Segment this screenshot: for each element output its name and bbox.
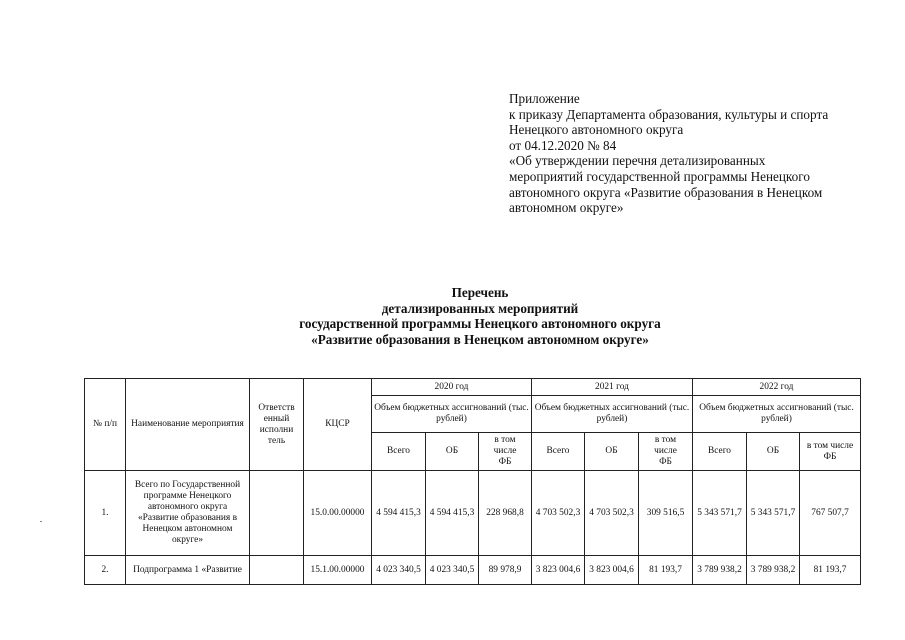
appendix-block — [509, 91, 889, 216]
appendix-line: от 04.12.2020 № 84 — [509, 137, 617, 153]
cell-2022-total: 3 789 938,2 — [693, 556, 747, 585]
title-line: Перечень — [451, 285, 509, 300]
cell-2022-ob: 5 343 571,7 — [747, 471, 800, 556]
cell-2020-total: 4 023 340,5 — [372, 556, 426, 585]
title-line: «Развитие образования в Ненецком автономном округе» — [311, 331, 649, 347]
row-num: 2. — [85, 556, 126, 585]
appendix-line: Приложение — [509, 91, 580, 106]
cell-2022-total: 5 343 571,7 — [693, 471, 747, 556]
header-num: № п/п — [85, 379, 126, 471]
header-ob-2022: ОБ — [747, 433, 800, 471]
header-name: Наименование мероприятия — [126, 379, 250, 471]
document-title — [200, 285, 760, 347]
cell-2021-ob: 3 823 004,6 — [585, 556, 639, 585]
header-fb-2022: в том числе ФБ — [800, 433, 861, 471]
header-ob-2021: ОБ — [585, 433, 639, 471]
header-responsible: Ответств енный исполни тель — [250, 379, 304, 471]
cell-2020-ob: 4 594 415,3 — [426, 471, 479, 556]
scan-speck — [40, 521, 42, 522]
header-budget-2022: Объем бюджетных ассигнований (тыс. рублей) — [693, 396, 861, 433]
cell-2021-ob: 4 703 502,3 — [585, 471, 639, 556]
header-budget-2020: Объем бюджетных ассигнований (тыс. рублей) — [372, 396, 532, 433]
cell-2021-total: 3 823 004,6 — [532, 556, 585, 585]
header-kcsr: КЦСР — [304, 379, 372, 471]
header-total-2021: Всего — [532, 433, 585, 471]
cell-2020-total: 4 594 415,3 — [372, 471, 426, 556]
table-row — [85, 556, 861, 585]
row-name: Всего по Государственной программе Ненецкого автономного округа «Развитие образования в Ненецком автономном округе» — [126, 471, 250, 556]
appendix-line: мероприятий государственной программы Ненецкого — [509, 168, 810, 184]
header-fb-2021: в том числе ФБ — [639, 433, 693, 471]
row-name: Подпрограмма 1 «Развитие — [126, 556, 250, 585]
header-year-2021: 2021 год — [532, 379, 693, 396]
table-row — [85, 471, 861, 556]
appendix-line: к приказу Департамента образования, культуры и спорта — [509, 106, 829, 122]
cell-2022-ob: 3 789 938,2 — [747, 556, 800, 585]
cell-2022-fb: 767 507,7 — [800, 471, 861, 556]
measures-table — [84, 378, 861, 585]
appendix-line: «Об утверждении перечня детализированных — [509, 153, 766, 169]
title-line: детализированных мероприятий — [381, 300, 579, 316]
row-kcsr: 15.1.00.00000 — [304, 556, 372, 585]
appendix-line: автономном округе» — [509, 200, 624, 216]
cell-2022-fb: 81 193,7 — [800, 556, 861, 585]
appendix-line: Ненецкого автономного округа — [509, 122, 684, 138]
title-line: государственной программы Ненецкого автономного округа — [299, 316, 661, 332]
header-ob-2020: ОБ — [426, 433, 479, 471]
header-total-2020: Всего — [372, 433, 426, 471]
header-year-2022: 2022 год — [693, 379, 861, 396]
cell-2020-fb: 89 978,9 — [479, 556, 532, 585]
cell-2021-total: 4 703 502,3 — [532, 471, 585, 556]
header-total-2022: Всего — [693, 433, 747, 471]
cell-2020-ob: 4 023 340,5 — [426, 556, 479, 585]
row-kcsr: 15.0.00.00000 — [304, 471, 372, 556]
header-fb-2020: в том числе ФБ — [479, 433, 532, 471]
header-year-2020: 2020 год — [372, 379, 532, 396]
cell-2021-fb: 309 516,5 — [639, 471, 693, 556]
row-num: 1. — [85, 471, 126, 556]
row-responsible — [250, 556, 304, 585]
appendix-line: автономного округа «Развитие образования в Ненецком — [509, 184, 823, 200]
row-responsible — [250, 471, 304, 556]
cell-2021-fb: 81 193,7 — [639, 556, 693, 585]
header-budget-2021: Объем бюджетных ассигнований (тыс. рублей) — [532, 396, 693, 433]
cell-2020-fb: 228 968,8 — [479, 471, 532, 556]
